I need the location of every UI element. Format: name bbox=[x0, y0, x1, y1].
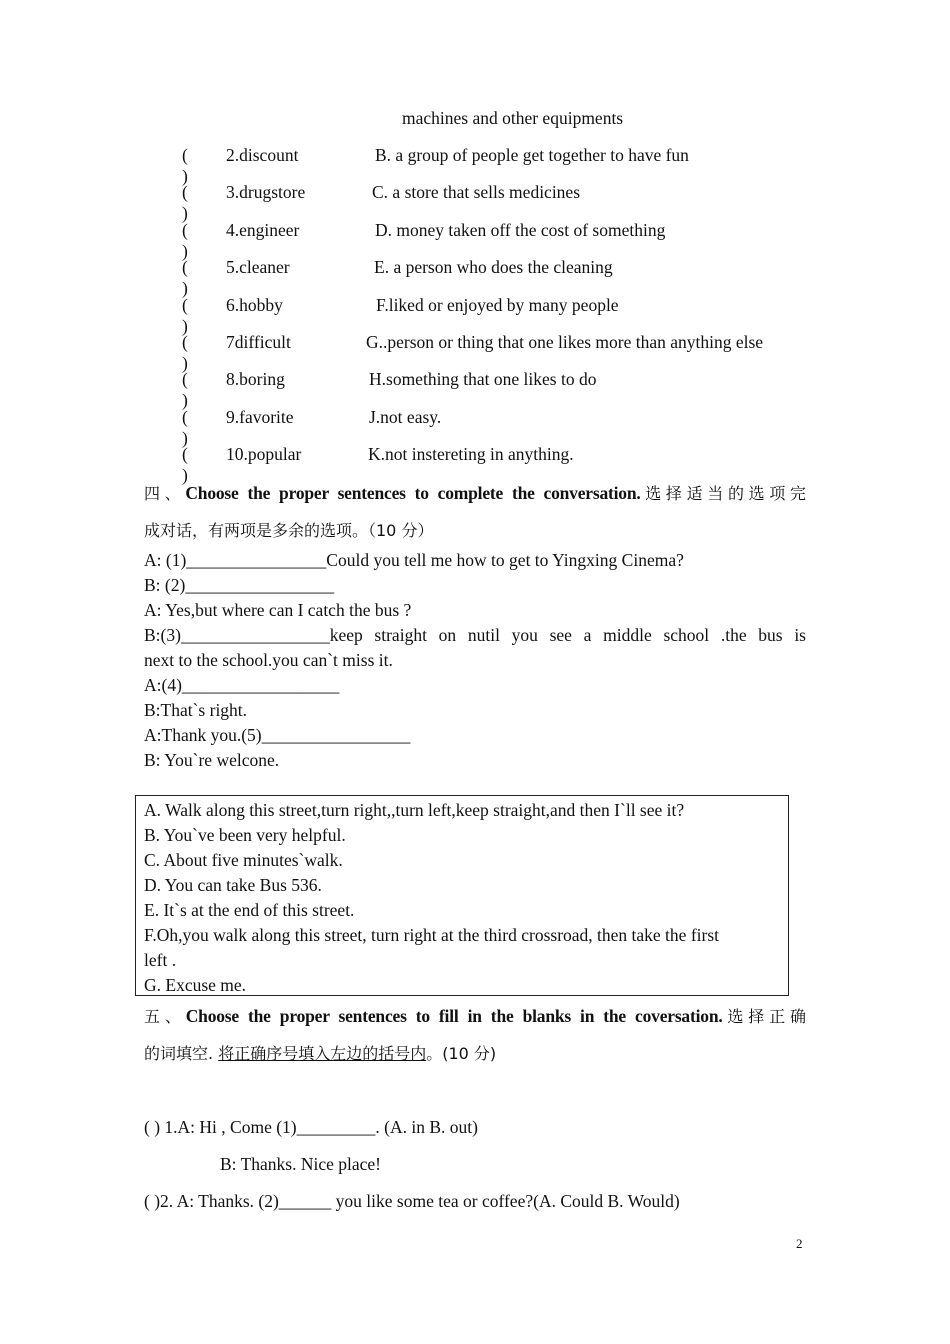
matching-definition: H.something that one likes to do bbox=[369, 369, 597, 389]
section-5-instruction bbox=[144, 1041, 496, 1064]
matching-word: 4.engineer bbox=[226, 220, 300, 240]
matching-definition: D. money taken off the cost of something bbox=[375, 220, 666, 240]
answer-blank[interactable]: ( ) bbox=[182, 257, 188, 298]
question-item: ( )2. A: Thanks. (2)______ you like some tea or coffee?(A. Could B. Would) bbox=[144, 1191, 680, 1211]
matching-word: 3.drugstore bbox=[226, 182, 306, 202]
answer-blank[interactable]: ( ) bbox=[182, 220, 188, 261]
dialogue-line: next to the school.you can`t miss it. bbox=[144, 650, 393, 670]
instruction-part: 。(10 分) bbox=[426, 1044, 497, 1063]
matching-definition: B. a group of people get together to have fun bbox=[375, 145, 689, 165]
section-5-heading bbox=[144, 1004, 806, 1027]
definition-continuation: machines and other equipments bbox=[402, 108, 624, 128]
section-title: Choose the proper sentences to fill in the blanks in the coversation. bbox=[185, 1006, 723, 1026]
option-item: B. You`ve been very helpful. bbox=[144, 825, 346, 845]
dialogue-line: A: (1)________________Could you tell me how to get to Yingxing Cinema? bbox=[144, 550, 684, 570]
option-item: left . bbox=[144, 950, 177, 970]
matching-definition: K.not instereting in anything. bbox=[368, 444, 574, 464]
instruction-underlined: 将正确序号填入左边的括号内 bbox=[218, 1044, 427, 1063]
question-item: ( ) 1.A: Hi , Come (1)_________. (A. in B. out) bbox=[144, 1117, 478, 1137]
dialogue-line: A: Yes,but where can I catch the bus ? bbox=[144, 600, 412, 620]
dialogue-line: B:(3)_________________keep straight on nutil you see a middle school .the bus is bbox=[144, 625, 806, 645]
matching-word: 8.boring bbox=[226, 369, 285, 389]
dialogue-line: B: You`re welcone. bbox=[144, 750, 280, 770]
page-number: 2 bbox=[796, 1236, 803, 1251]
answer-blank[interactable]: ( ) bbox=[182, 145, 188, 186]
section-instruction-cn: 选择正确 bbox=[722, 1007, 806, 1026]
matching-word: 7difficult bbox=[226, 332, 291, 352]
section-4-instruction: 成对话，有两项是多余的选项。（10 分） bbox=[144, 521, 434, 540]
section-4-heading bbox=[144, 481, 806, 504]
question-response: B: Thanks. Nice place! bbox=[220, 1154, 382, 1174]
matching-definition: C. a store that sells medicines bbox=[372, 182, 581, 202]
answer-blank[interactable]: ( ) bbox=[182, 444, 188, 485]
option-item: D. You can take Bus 536. bbox=[144, 875, 322, 895]
matching-definition: J.not easy. bbox=[369, 407, 442, 427]
matching-word: 10.popular bbox=[226, 444, 302, 464]
matching-word: 6.hobby bbox=[226, 295, 283, 315]
answer-blank[interactable]: ( ) bbox=[182, 182, 188, 223]
matching-definition: E. a person who does the cleaning bbox=[374, 257, 613, 277]
option-item: E. It`s at the end of this street. bbox=[144, 900, 355, 920]
answer-blank[interactable]: ( ) bbox=[182, 295, 188, 336]
section-title: Choose the proper sentences to complete the conversation. bbox=[185, 483, 641, 503]
matching-word: 5.cleaner bbox=[226, 257, 290, 277]
dialogue-line: B: (2)_________________ bbox=[144, 575, 335, 595]
option-item: F.Oh,you walk along this street, turn right at the third crossroad, then take the first bbox=[144, 925, 720, 945]
answer-blank[interactable]: ( ) bbox=[182, 369, 188, 410]
answer-blank[interactable]: ( ) bbox=[182, 332, 188, 373]
option-item: A. Walk along this street,turn right,,turn left,keep straight,and then I`ll see it? bbox=[144, 800, 685, 820]
matching-definition: G..person or thing that one likes more than anything else bbox=[366, 332, 764, 352]
option-item: C. About five minutes`walk. bbox=[144, 850, 343, 870]
matching-definition: F.liked or enjoyed by many people bbox=[376, 295, 619, 315]
option-item: G. Excuse me. bbox=[144, 975, 247, 995]
section-instruction-cn: 选择适当的选项完 bbox=[640, 484, 806, 503]
instruction-part: 的词填空. bbox=[144, 1044, 219, 1063]
answer-blank[interactable]: ( ) bbox=[182, 407, 188, 448]
dialogue-line: B:That`s right. bbox=[144, 700, 248, 720]
dialogue-line: A:Thank you.(5)_________________ bbox=[144, 725, 411, 745]
section-number: 五、 bbox=[144, 1007, 186, 1026]
section-number: 四、 bbox=[144, 484, 186, 503]
options-box bbox=[135, 795, 789, 996]
matching-word: 2.discount bbox=[226, 145, 299, 165]
dialogue-line: A:(4)__________________ bbox=[144, 675, 340, 695]
matching-word: 9.favorite bbox=[226, 407, 294, 427]
